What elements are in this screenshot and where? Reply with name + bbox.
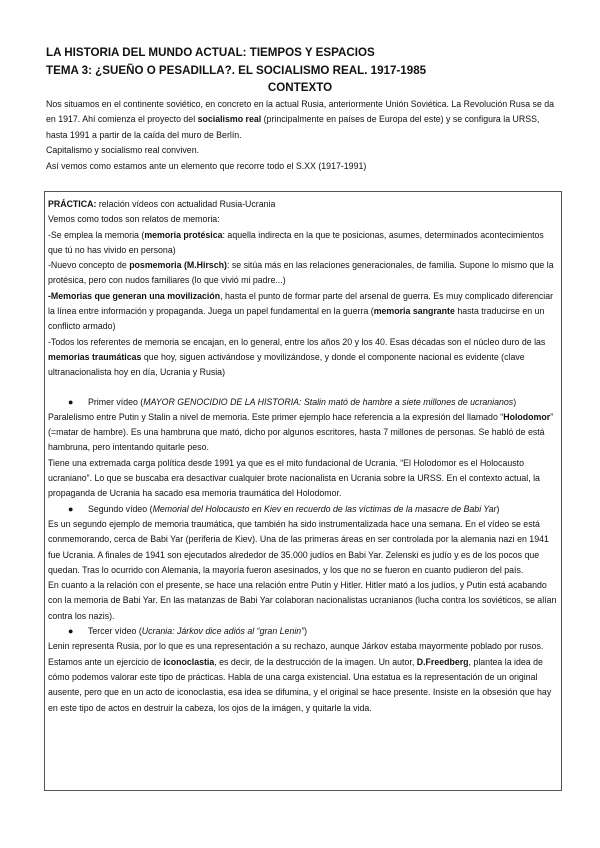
intro-paragraph: Nos situamos en el continente soviético, en concreto en la actual Rusia, anteriormente Unión Soviética. La Revolución Rusa se da en 1917. Ahí comienza el proyecto del socialismo real (principalmente en países de Europa del este) y se configura la URSS, hasta 1991 a partir de la caída del muro de Berlín.	[46, 99, 555, 140]
video-2-paragraph-1: Es un segundo ejemplo de memoria traumática, que también ha sido instrumentalizada hace una semana. En el vídeo se está conmemorando, cerca de Babi Yar (periferia de Kiev). Una de las primeras áreas en ser controlada por la alemania nazi en 1941 fue Ucrania. A finales de 1941 son ejecutados alrededor de 35.000 judíos en Babi Yar. Zelenski es judío y es de los pocos que quedan. Tras lo ocurrido con Alemania, la mayoría fueron asesinados, y los que no se fueron en cuanto pudieron del país.	[48, 518, 549, 575]
practice-heading: PRÁCTICA: relación vídeos con actualidad Rusia-Ucrania	[48, 199, 276, 209]
video-1-bullet	[48, 395, 558, 410]
intro-line-coexist: Capitalismo y socialismo real conviven.	[46, 145, 200, 156]
memory-item-protesica: -Se emplea la memoria (memoria protésica: aquella indirecta en la que te posicionas, asumes, determinados acontecimientos que tú no has vivido en persona)	[48, 229, 544, 255]
video-2-paragraph-2: En cuanto a la relación con el presente, se hace una relación entre Putin y Hitler. Hitler mató a los judíos, y Putin está acabando con la memoria de Babi Yar. En las matanzas de Babi Yar colaboran nacionalistas ucranianos (lucha contra los soviéticos, se alían contra los nazis).	[48, 580, 557, 621]
video-1-paragraph-1: Paralelismo entre Putin y Stalin a nivel de memoria. Este primer ejemplo hace referencia a la expresión del llamado “Holodomor” (=matar de hambre). Es una hambruna que mató, dicho por algunos escritores, hasta 7 millones de personas. Se habló de está hambruna, pero intentando quitarle peso.	[48, 411, 554, 453]
video-2-title: Segundo vídeo (Memorial del Holocausto en Kiev en recuerdo de las víctimas de la masacre de Babi Yar)	[88, 503, 500, 514]
memory-item-posmemoria: -Nuevo concepto de posmemoria (M.Hirsch): se sitúa más en las relaciones generacionales, de familia. Supone lo mismo que la protésica, pero con nudos familiares (lo que vivió mi padre...)	[48, 260, 554, 286]
intro-line-century: Así vemos como estamos ante un elemento que recorre todo el S.XX (1917-1991)	[46, 160, 367, 171]
video-1-paragraph-2: Tiene una extremada carga política desde 1991 ya que es el mito fundacional de Ucrania. “El Holodomor es el Holocausto ucraniano”. Lo que se buscaba era desactivar cualquier brote nacionalista en Ucrania sobre la URSS. En el contexto actual, la propaganda de Ucrania ha sacado esa memoria traumática del Holodomor.	[48, 457, 540, 499]
bullet-icon: ●	[68, 396, 74, 407]
intro-section	[46, 97, 560, 174]
video-3-bullet	[48, 624, 558, 639]
video-3-paragraph-1: Lenin representa Rusia, por lo que es una representación a su rechazo, aunque Járkov estaba mayormente poblado por rusos.	[48, 641, 544, 652]
video-1-title: Primer vídeo (MAYOR GENOCIDIO DE LA HISTORIA: Stalin mató de hambre a siete millones de ucranianos)	[88, 396, 517, 407]
document-title: LA HISTORIA DEL MUNDO ACTUAL: TIEMPOS Y ESPACIOS	[46, 46, 375, 59]
memory-item-movilizacion: -Memorias que generan una movilización, hasta el punto de formar parte del arsenal de guerra. Es muy complicado diferenciar la línea entre información y propaganda. Juega un papel fundamental en la guerra (memoria sangrante hasta traducirse en un conflicto armado)	[48, 290, 554, 332]
video-3-paragraph-2: Estamos ante un ejercicio de iconoclastia, es decir, de la destrucción de la imagen. Un autor, D.Freedberg, plantea la idea de cómo podemos valorar este tipo de prácticas. Habla de una carga existencial. Una estatua es la representación de un original ausente, pero que en un acto de iconoclastia, esa idea se difumina, y el original se hace presente. Insiste en la obsesión que hay en este tipo de actos en destruir la cabeza, los ojos de la imágen, y quitarle la vida.	[48, 656, 552, 713]
section-heading: CONTEXTO	[267, 81, 333, 94]
topic-title: TEMA 3: ¿SUEÑO O PESADILLA?. EL SOCIALISMO REAL. 1917-1985	[46, 64, 427, 77]
practice-box	[44, 191, 562, 791]
practice-intro: Vemos como todos son relatos de memoria:	[48, 214, 220, 225]
bullet-icon: ●	[68, 626, 74, 637]
memory-item-traumaticas: -Todos los referentes de memoria se encajan, en lo general, entre los años 20 y los 40. Esas décadas son el núcleo duro de las memorias traumáticas que hoy, siguen activándose y movilizándose, y donde el componente nacional es evidente (clave ultranacionalista hoy en día, Ucrania y Rusia)	[48, 336, 546, 378]
video-3-title: Tercer vídeo (Ucrania: Járkov dice adiós al “gran Lenin”)	[88, 626, 308, 637]
video-2-bullet	[48, 502, 558, 517]
bullet-icon: ●	[68, 503, 74, 514]
